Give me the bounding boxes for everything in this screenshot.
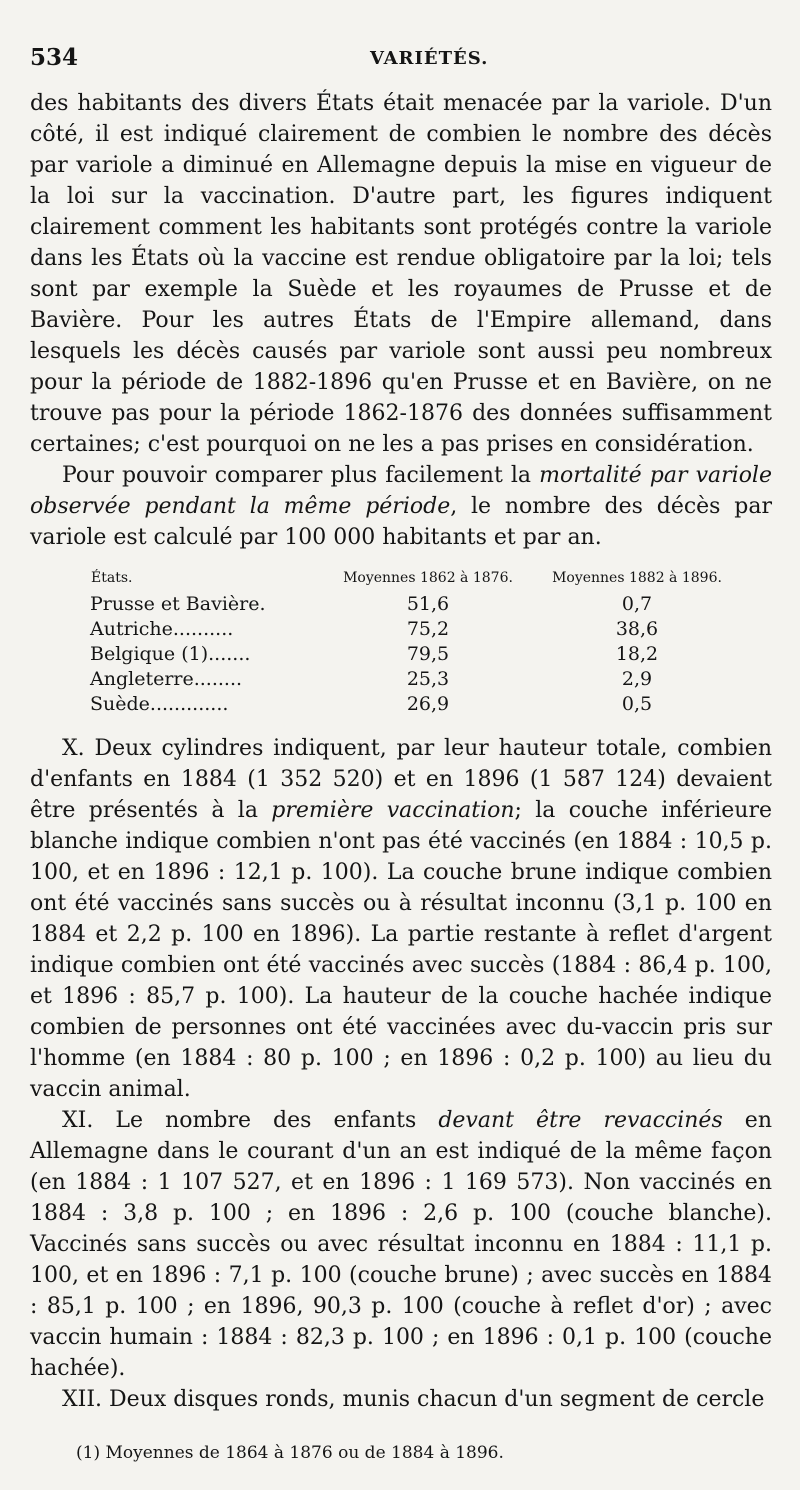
table-header-1862-1876: Moyennes 1862 à 1876.: [343, 570, 513, 586]
table-cell-value: 75,2: [406, 618, 450, 640]
page-header: [30, 36, 772, 88]
page-number: 534: [30, 44, 79, 71]
table-cell-value: 25,3: [406, 668, 450, 690]
paragraph-section-xi-emphasis: devant être revaccinés: [438, 1108, 723, 1133]
paragraph-section-xi: [30, 1105, 772, 1384]
paragraph-section-x-emphasis: première vaccination: [271, 798, 515, 823]
table-cell-value: 51,6: [406, 593, 450, 615]
table-cell-state: Autriche..........: [90, 618, 234, 640]
table-row: [90, 617, 750, 642]
table-row: [90, 692, 750, 717]
paragraph-section-x: [30, 733, 772, 1105]
table-cell-state: Prusse et Bavière.: [90, 593, 266, 615]
paragraph-states-continued: des habitants des divers États était menacée par la variole. D'un côté, il est indiqué clairement de combien le nombre des décès par variole a diminué en Allemagne depuis la mise en vigueur de la loi sur la vaccination. D'autre part, les figures indiquent clairement comment les habitants sont protégés contre la variole dans les États où la vaccine est rendue obligatoire par la loi; tels sont par exemple la Suède et les royaumes de Prusse et de Bavière. Pour les autres États de l'Empire allemand, dans lesquels les décès causés par variole sont aussi peu nombreux pour la période de 1882-1896 qu'en Prusse et en Bavière, on ne trouve pas pour la période 1862-1876 des données suffisamment certaines; c'est pourquoi on ne les a pas prises en considération.: [30, 91, 772, 457]
table-cell-state: Suède.............: [90, 693, 229, 715]
table-cell-value: 18,2: [615, 643, 659, 665]
paragraph-section-x-text-a: X. Deux cylindres indiquent, par leur hauteur totale, combien d'enfants en 1884 (1 352 520) et en 1896 (1 587 124) devaient être présentés à la: [30, 736, 772, 823]
smallpox-mortality-table: [90, 569, 750, 717]
paragraph-section-xi-text-b: en Allemagne dans le courant d'un an est indiqué de la même façon (en 1884 : 1 107 527, et en 1896 : 1 169 573). Non vaccinés en 1884 : 3,8 p. 100 ; en 1896 : 2,6 p. 100 (couche blanche). Vaccinés sans succès ou avec résultat inconnu en 1884 : 11,1 p. 100, et en 1896 : 7,1 p. 100 (couche brune) ; avec succès en 1884 : 85,1 p. 100 ; en 1896, 90,3 p. 100 (couche à reflet d'or) ; avec vaccin humain : 1884 : 82,3 p. 100 ; en 1896 : 0,1 p. 100 (couche hachée).: [30, 1108, 772, 1381]
table-header-row: [90, 569, 750, 592]
table-header-states: États.: [91, 570, 133, 586]
table-cell-value: 0,5: [621, 693, 653, 715]
paragraph-section-x-text-b: ; la couche inférieure blanche indique combien n'ont pas été vaccinés (en 1884 : 10,5 p. 100, et en 1896 : 12,1 p. 100). La couche brune indique combien ont été vaccinés sans succès ou à résultat inconnu (3,1 p. 100 en 1884 et 2,2 p. 100 en 1896). La partie restante à reflet d'argent indique combien ont été vaccinés avec succès (1884 : 86,4 p. 100, et 1896 : 85,7 p. 100). La hauteur de la couche hachée indique combien de personnes ont été vaccinées avec du-vaccin pris sur l'homme (en 1884 : 80 p. 100 ; en 1896 : 0,2 p. 100) au lieu du vaccin animal.: [30, 798, 772, 1102]
table-cell-state: Angleterre........: [90, 668, 243, 690]
table-row: [90, 667, 750, 692]
table-cell-value: 0,7: [621, 593, 653, 615]
paragraph-comparison-text-b: , le nombre des décès par variole est calculé par 100 000 habitants et par an.: [30, 494, 772, 550]
table-header-1882-1896: Moyennes 1882 à 1896.: [552, 570, 722, 586]
table-cell-state: Belgique (1).......: [90, 643, 251, 665]
footnote: (1) Moyennes de 1864 à 1876 ou de 1884 à 1896.: [76, 1443, 504, 1463]
table-row: [90, 642, 750, 667]
paragraph-comparison: [30, 460, 772, 553]
paragraph-comparison-text-a: Pour pouvoir comparer plus facilement la: [62, 463, 540, 488]
table-cell-value: 38,6: [615, 618, 659, 640]
paragraph-section-xi-text-a: XI. Le nombre des enfants: [62, 1108, 439, 1133]
table-cell-value: 79,5: [406, 643, 450, 665]
running-head: VARIÉTÉS.: [370, 48, 489, 69]
paragraph-section-xii: XII. Deux disques ronds, munis chacun d'un segment de cercle: [62, 1387, 765, 1412]
paragraph-comparison-emphasis: mortalité par variole observée pendant la même période: [30, 463, 772, 519]
table-row: [90, 592, 750, 617]
table-cell-value: 2,9: [621, 668, 653, 690]
table-cell-value: 26,9: [406, 693, 450, 715]
